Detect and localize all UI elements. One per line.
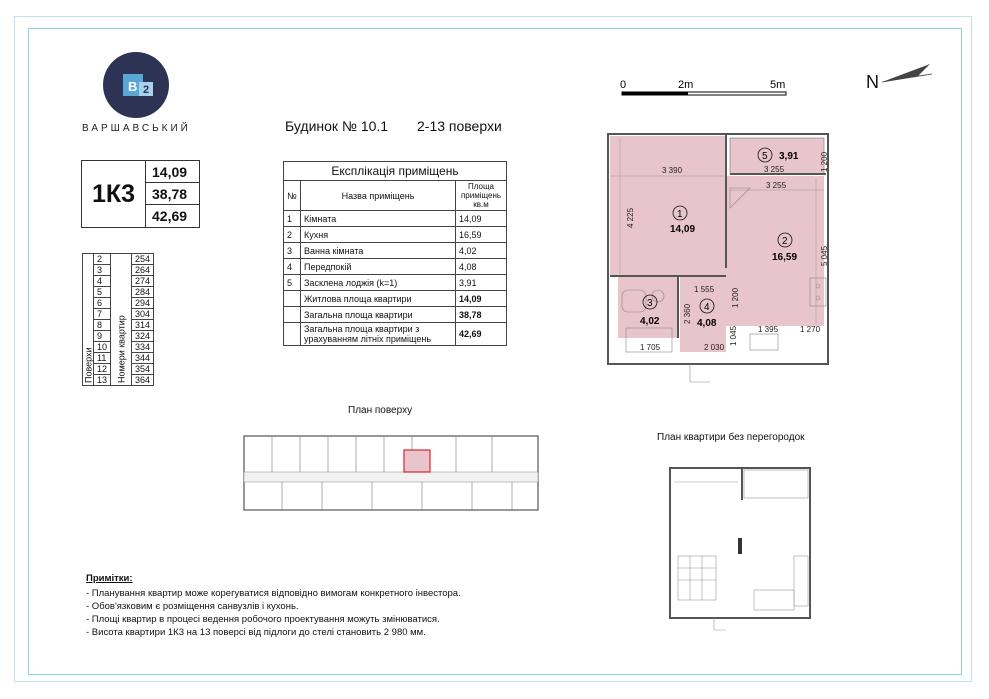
explication-cell-name: Кімната bbox=[301, 211, 456, 227]
scale-bar bbox=[618, 76, 798, 98]
room-5-area: 3,91 bbox=[779, 151, 799, 162]
building-title: Будинок № 10.1 bbox=[285, 118, 389, 134]
explication-row bbox=[284, 259, 507, 275]
room-3-number: 3 bbox=[647, 298, 653, 309]
floor-cell: 8 bbox=[94, 320, 111, 331]
explication-row bbox=[284, 243, 507, 259]
dim-4225: 4 225 bbox=[626, 207, 635, 228]
room-2 bbox=[726, 176, 824, 326]
floor-plan bbox=[242, 432, 542, 514]
floor-cell: 10 bbox=[94, 342, 111, 353]
plan-no-partitions bbox=[664, 460, 824, 630]
explication-cell-area: 16,59 bbox=[456, 227, 507, 243]
floor-cell: 7 bbox=[94, 309, 111, 320]
floor-cell: 2 bbox=[94, 254, 111, 265]
highlighted-apartment bbox=[404, 450, 430, 472]
explication-cell-no: 4 bbox=[284, 259, 301, 275]
explication-cell-name: Ванна кімната bbox=[301, 243, 456, 259]
apt-cell: 304 bbox=[132, 309, 154, 320]
room-1-number: 1 bbox=[677, 209, 683, 220]
floor-cell: 11 bbox=[94, 353, 111, 364]
logo-flag-icon bbox=[103, 52, 169, 118]
explication-row bbox=[284, 211, 507, 227]
notes-title: Примітки: bbox=[86, 573, 133, 584]
note-item: - Площі квартир в процесі ведення робочого проектування можуть змінюватися. bbox=[86, 614, 440, 625]
explication-cell-empty bbox=[284, 323, 301, 346]
explication-total-name: Житлова площа квартири bbox=[301, 291, 456, 307]
floors-title: 2-13 поверхи bbox=[417, 118, 502, 134]
room-2-number: 2 bbox=[782, 236, 788, 247]
north-arrow-icon bbox=[880, 60, 940, 86]
col-name: Назва приміщень bbox=[301, 181, 456, 211]
apartment-areas bbox=[146, 161, 199, 227]
apt-cell: 294 bbox=[132, 298, 154, 309]
dim-2030: 2 030 bbox=[704, 343, 725, 352]
dim-1705: 1 705 bbox=[640, 343, 661, 352]
explication-row bbox=[284, 227, 507, 243]
north-label: N bbox=[866, 72, 879, 92]
room-1-area: 14,09 bbox=[670, 224, 696, 235]
note-item: - Планування квартир може корегуватися відповідно вимогам конкретного інвестора. bbox=[86, 588, 461, 599]
dim-3255: 3 255 bbox=[766, 181, 787, 190]
explication-cell-name: Передпокій bbox=[301, 259, 456, 275]
explication-cell-no: 3 bbox=[284, 243, 301, 259]
floor-cell: 3 bbox=[94, 265, 111, 276]
explication-cell-area: 4,08 bbox=[456, 259, 507, 275]
apt-cell: 364 bbox=[132, 375, 154, 386]
dim-1200-loggia: 1 200 bbox=[820, 151, 829, 172]
explication-total-name: Загальна площа квартири bbox=[301, 307, 456, 323]
explication-cell-empty bbox=[284, 307, 301, 323]
apt-cell: 334 bbox=[132, 342, 154, 353]
explication-cell-area: 4,02 bbox=[456, 243, 507, 259]
col-area: Площа приміщень кв.м bbox=[456, 181, 507, 211]
explication-cell-name: Засклена лоджія (k=1) bbox=[301, 275, 456, 291]
explication-row bbox=[284, 275, 507, 291]
dim-1045: 1 045 bbox=[729, 325, 738, 346]
apt-cell: 324 bbox=[132, 331, 154, 342]
room-2-area: 16,59 bbox=[772, 252, 798, 263]
room-3-area: 4,02 bbox=[640, 316, 660, 327]
explication-cell-empty bbox=[284, 291, 301, 307]
explication-table bbox=[283, 161, 507, 346]
explication-title: Експлікація приміщень bbox=[284, 162, 507, 181]
floor-table bbox=[82, 253, 154, 386]
explication-cell-no: 1 bbox=[284, 211, 301, 227]
logo-number: 2 bbox=[143, 84, 150, 96]
explication-cell-no: 5 bbox=[284, 275, 301, 291]
no-partitions-caption: План квартири без перегородок bbox=[657, 432, 805, 443]
floor-cell: 5 bbox=[94, 287, 111, 298]
floor-row bbox=[83, 254, 154, 265]
room-4-area: 4,08 bbox=[697, 318, 717, 329]
room-4-number: 4 bbox=[704, 302, 710, 313]
apt-cell: 354 bbox=[132, 364, 154, 375]
apt-cell: 284 bbox=[132, 287, 154, 298]
floor-plan-caption: План поверху bbox=[348, 405, 413, 416]
explication-cell-name: Кухня bbox=[301, 227, 456, 243]
floors-label: Поверхи bbox=[83, 254, 94, 386]
explication-cell-area: 14,09 bbox=[456, 211, 507, 227]
floor-cell: 9 bbox=[94, 331, 111, 342]
apartment-code-box bbox=[81, 160, 200, 228]
apt-cell: 254 bbox=[132, 254, 154, 265]
scale-tick-2m: 2m bbox=[678, 79, 694, 91]
notes bbox=[86, 572, 461, 639]
explication-total-row bbox=[284, 323, 507, 346]
dim-1200-hall: 1 200 bbox=[731, 287, 740, 308]
area-total-summer: 42,69 bbox=[152, 208, 188, 224]
note-item: - Обов'язковим є розміщення санвузлів і кухонь. bbox=[86, 601, 299, 612]
apt-cell: 264 bbox=[132, 265, 154, 276]
brand-name: ВАРШАВСЬКИЙ bbox=[82, 123, 191, 134]
dim-5045: 5 045 bbox=[820, 245, 829, 266]
note-item: - Висота квартири 1К3 на 13 поверсі від підлоги до стелі становить 2 980 мм. bbox=[86, 627, 426, 638]
logo-letter: B bbox=[128, 79, 138, 94]
scale-tick-5m: 5m bbox=[770, 79, 786, 91]
col-no: № bbox=[284, 181, 301, 211]
dim-3255-loggia: 3 255 bbox=[764, 165, 785, 174]
apt-cell: 314 bbox=[132, 320, 154, 331]
area-living: 14,09 bbox=[146, 161, 199, 183]
floor-cell: 13 bbox=[94, 375, 111, 386]
explication-total-area: 42,69 bbox=[456, 323, 507, 346]
explication-total-name: Загальна площа квартири з урахуванням літніх приміщень bbox=[301, 323, 456, 346]
explication-total-row bbox=[284, 307, 507, 323]
floor-cell: 12 bbox=[94, 364, 111, 375]
dim-1270: 1 270 bbox=[800, 325, 821, 334]
explication-total-row bbox=[284, 291, 507, 307]
floor-cell: 6 bbox=[94, 298, 111, 309]
room-5-number: 5 bbox=[762, 151, 768, 162]
apt-cell: 274 bbox=[132, 276, 154, 287]
dim-1395: 1 395 bbox=[758, 325, 779, 334]
room-1 bbox=[610, 136, 726, 276]
apartment-plan bbox=[600, 128, 850, 388]
dim-3390: 3 390 bbox=[662, 166, 683, 175]
apt-cell: 344 bbox=[132, 353, 154, 364]
apartment-code: 1К3 bbox=[82, 161, 146, 227]
scale-tick-0: 0 bbox=[620, 79, 627, 91]
numbers-label: Номери квартир bbox=[111, 254, 132, 386]
brand-logo bbox=[103, 52, 169, 118]
floor-cell: 4 bbox=[94, 276, 111, 287]
explication-total-area: 38,78 bbox=[456, 307, 507, 323]
dim-2360: 2 360 bbox=[683, 303, 692, 324]
explication-cell-area: 3,91 bbox=[456, 275, 507, 291]
explication-total-area: 14,09 bbox=[456, 291, 507, 307]
explication-cell-no: 2 bbox=[284, 227, 301, 243]
dim-1555: 1 555 bbox=[694, 285, 715, 294]
area-total: 38,78 bbox=[146, 183, 199, 205]
